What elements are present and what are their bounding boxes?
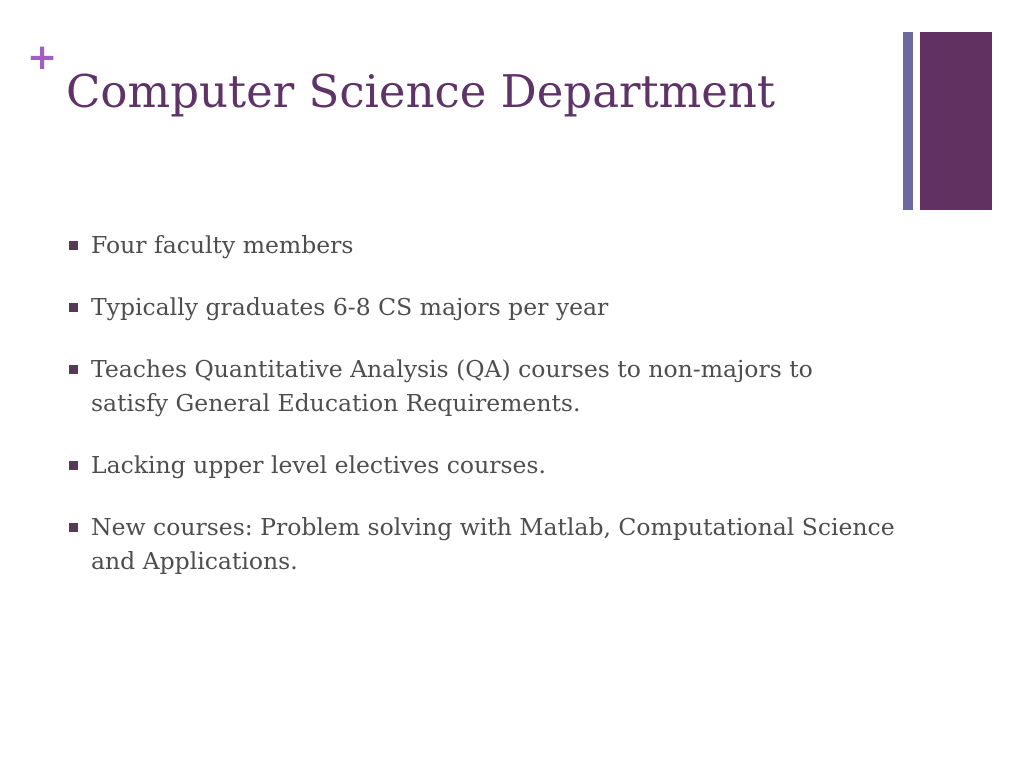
square-bullet-icon [69, 523, 78, 532]
bullet-item [66, 228, 896, 262]
bullet-text: Four faculty members [91, 231, 354, 259]
square-bullet-icon [69, 241, 78, 250]
square-bullet-icon [69, 303, 78, 312]
bullet-text: Teaches Quantitative Analysis (QA) courses to non-majors to satisfy General Education Requirements. [91, 355, 813, 417]
accent-bar-thin [903, 32, 913, 210]
bullet-text: New courses: Problem solving with Matlab, Computational Science and Applications. [91, 513, 895, 575]
bullet-item [66, 352, 896, 420]
bullet-list [66, 228, 896, 606]
accent-bar-thick [920, 32, 992, 210]
bullet-item [66, 290, 896, 324]
square-bullet-icon [69, 365, 78, 374]
bullet-item [66, 448, 896, 482]
bullet-text: Typically graduates 6-8 CS majors per year [91, 293, 609, 321]
slide-title: Computer Science Department [66, 65, 775, 118]
plus-icon: + [27, 37, 58, 78]
bullet-text: Lacking upper level electives courses. [91, 451, 546, 479]
bullet-item [66, 510, 896, 578]
square-bullet-icon [69, 461, 78, 470]
